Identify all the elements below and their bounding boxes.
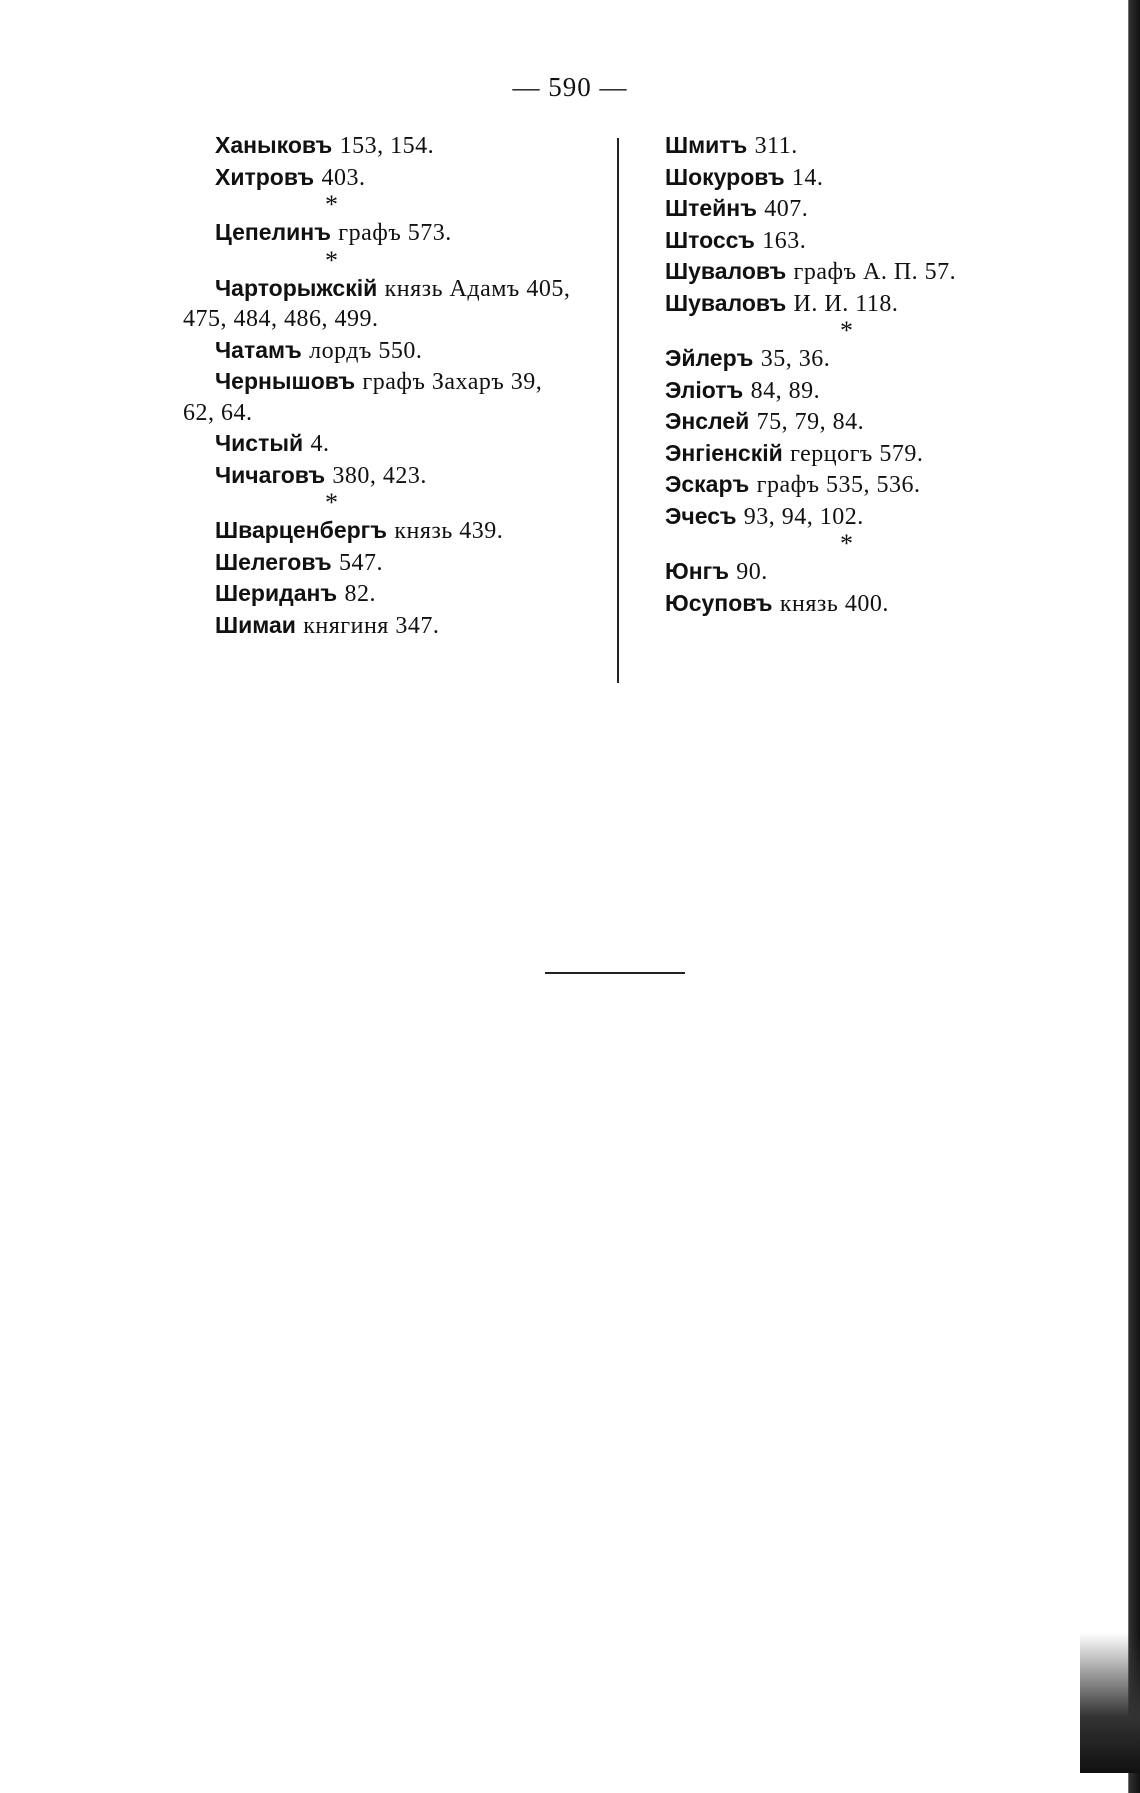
entry-name: Шелеговъ [215, 548, 332, 575]
entry-name: Эскаръ [665, 471, 750, 497]
index-entry [215, 162, 625, 194]
index-entry [665, 256, 1075, 288]
page-edge-mark [1080, 1633, 1140, 1773]
entry-references: 84, 89. [750, 377, 821, 404]
entry-name: Шимаи [215, 611, 296, 638]
entry-name: Цепелинъ [215, 219, 331, 245]
entry-references: князь 439. [394, 518, 504, 544]
entry-name: Чичаговъ [215, 461, 326, 488]
entry-name: Шуваловъ [665, 289, 787, 316]
index-entry [665, 162, 1075, 194]
index-entry [665, 588, 1075, 620]
entry-references: И. И. 118. [793, 290, 899, 317]
entry-name: Хитровъ [215, 163, 315, 190]
end-rule [545, 972, 685, 974]
entry-references: графъ 535, 536. [756, 472, 921, 498]
index-entry [215, 578, 625, 610]
entry-references: лордъ 550. [309, 337, 423, 364]
entry-references: 153, 154. [339, 133, 435, 159]
entry-name: Чатамъ [215, 336, 302, 363]
index-entry [665, 375, 1075, 407]
entry-name: Шмитъ [665, 132, 748, 158]
index-entry [665, 288, 1075, 320]
entry-name: Шуваловъ [665, 258, 787, 284]
entry-name: Эчесъ [665, 502, 737, 529]
entry-name: Ханыковъ [215, 132, 333, 158]
entry-name: Чарторыжскій [215, 274, 378, 301]
index-entry [215, 460, 625, 492]
entry-references: 380, 423. [332, 462, 427, 489]
entry-references: 163. [762, 227, 807, 254]
entry-references: 403. [321, 164, 366, 191]
entry-name: Чистый [215, 430, 304, 456]
index-entry [215, 610, 625, 642]
entry-name: Эліотъ [665, 376, 744, 403]
entry-name: Энгіенскій [665, 439, 783, 466]
entry-references-continued: 62, 64. [183, 399, 253, 426]
entry-name: Юсуповъ [665, 589, 773, 616]
entry-references: князь 400. [779, 590, 889, 617]
section-separator: * [840, 529, 853, 558]
index-entry [665, 225, 1075, 257]
entry-references: 407. [764, 196, 809, 222]
entry-name: Штейнъ [665, 195, 757, 221]
index-entry [215, 217, 625, 249]
entry-name: Шериданъ [215, 580, 338, 606]
entry-references: 93, 94, 102. [743, 503, 864, 530]
entry-name: Эйлеръ [665, 345, 754, 371]
index-column-right [665, 130, 1075, 619]
section-separator: * [840, 316, 853, 345]
entry-references: графъ 573. [338, 220, 452, 246]
index-entry [215, 515, 625, 547]
index-entry [665, 501, 1075, 533]
section-separator: * [325, 245, 338, 275]
index-entry [665, 469, 1075, 501]
index-entry [215, 335, 625, 367]
index-entry [665, 130, 1075, 162]
entry-name: Энслей [665, 408, 750, 434]
index-entry [215, 130, 625, 162]
entry-name: Юнгъ [665, 558, 729, 584]
entry-references: 547. [338, 549, 383, 576]
entry-references: графъ Захаръ 39, [362, 369, 543, 395]
entry-name: Шварценбергъ [215, 517, 388, 543]
entry-name: Штоссъ [665, 226, 755, 253]
entry-references: 4. [310, 431, 330, 457]
entry-references: 82. [344, 581, 376, 607]
entry-references: 75, 79, 84. [756, 409, 865, 435]
entry-references: княгиня 347. [303, 612, 440, 639]
column-divider [617, 138, 619, 683]
index-entry [665, 556, 1075, 588]
entry-references: графъ А. П. 57. [793, 259, 957, 285]
entry-references: 90. [736, 559, 768, 585]
entry-references: князь Адамъ 405, [384, 275, 571, 302]
entry-references: герцогъ 579. [790, 440, 924, 467]
entry-references-continued: 475, 484, 486, 499. [183, 306, 379, 332]
index-entry [665, 343, 1075, 375]
index-entry [183, 273, 625, 335]
index-column-left [183, 130, 625, 641]
section-separator: * [325, 190, 338, 219]
section-separator: * [325, 488, 338, 517]
page-number: — 590 — [512, 72, 628, 102]
index-entry [215, 428, 625, 460]
entry-name: Шокуровъ [665, 163, 785, 190]
entry-references: 311. [754, 133, 798, 159]
index-entry [665, 406, 1075, 438]
page-edge-shadow [1110, 0, 1140, 1793]
index-entry [183, 366, 625, 428]
index-entry [665, 438, 1075, 470]
entry-references: 14. [791, 164, 824, 191]
entry-name: Чернышовъ [215, 368, 356, 394]
index-entry [665, 193, 1075, 225]
entry-references: 35, 36. [760, 346, 831, 372]
index-entry [215, 547, 625, 579]
